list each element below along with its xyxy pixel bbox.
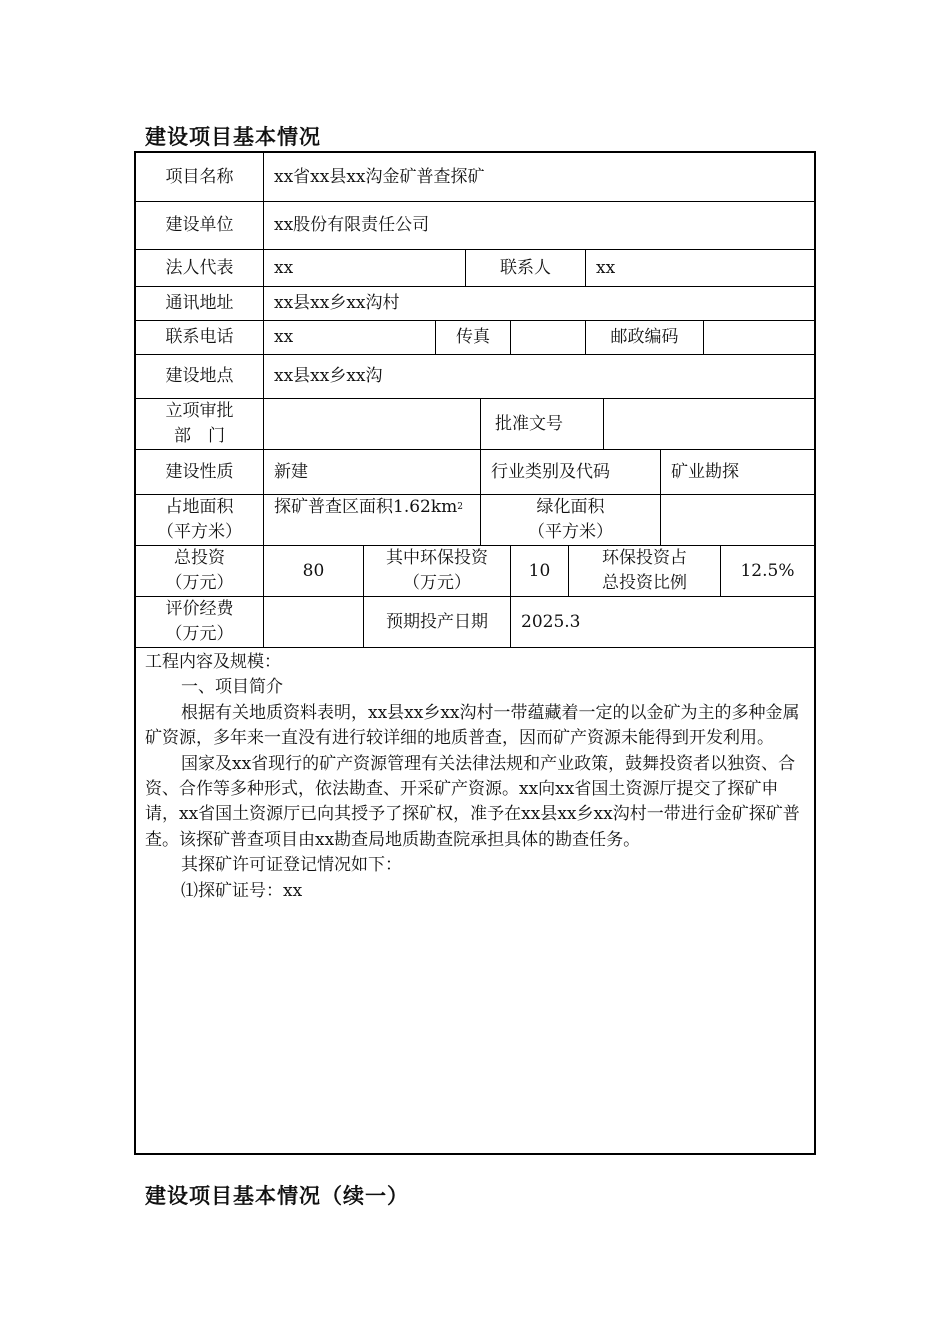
area-label [136,495,263,545]
ratio-value: 12.5% [740,560,795,581]
address-label: 通讯地址 [165,293,234,313]
project-content [145,650,809,904]
address-value: xx县xx乡xx沟村 [274,293,400,313]
env-invest-label-line2: （万元） [403,573,471,593]
ratio-label-line2: 总投资比例 [602,573,687,593]
fee-label-line2: （万元） [165,624,234,644]
phone-label: 联系电话 [165,327,234,347]
green-value [661,495,814,545]
fax-value [511,321,585,354]
fee-label-line1: 评价经费 [165,599,234,619]
area-unit-superscript: 2 [457,502,464,512]
list-item: ⑴探矿证号：xx [181,880,303,901]
invest-label-line1: 总投资 [174,548,225,568]
green-label-line1: 绿化面积 [536,497,605,517]
content-heading: 工程内容及规模： [145,652,281,672]
contact-label: 联系人 [500,257,551,278]
production-date-label: 预期投产日期 [386,611,488,632]
unit-label: 建设单位 [165,215,234,235]
project-name-label: 项目名称 [165,166,234,187]
industry-value: 矿业勘探 [671,461,739,482]
unit-value: xx股份有限责任公司 [274,215,430,235]
approval-dept-value [264,399,480,449]
area-label-line2: （平方米） [157,522,242,542]
ratio-label-line1: 环保投资占 [602,548,687,568]
phone-value: xx [274,327,294,347]
area-value [264,495,480,520]
ratio-label [569,546,720,596]
legal-rep-label: 法人代表 [165,257,234,278]
nature-label: 建设性质 [165,461,234,482]
green-label-line2: （平方米） [528,522,613,542]
area-label-line1: 占地面积 [165,497,234,517]
invest-label-line2: （万元） [165,573,234,593]
postcode-label: 邮政编码 [610,327,679,347]
paragraph: 国家及xx省现行的矿产资源管理有关法律法规和产业政策，鼓舞投资者以独资、合资、合作等多种形式，依法勘查、开采矿产资源。xx向xx省国土资源厅提交了探矿申请，xx省国土资源厅已向其授予了探矿权，准予在xx县xx乡xx沟村一带进行金矿探矿普查。该探矿普查项目由xx勘查局地质勘查院承担具体的勘查任务。 [145,753,800,850]
row-divider [135,647,815,648]
env-invest-value: 10 [528,560,551,581]
area-value-text: 探矿普查区面积1.62km [274,497,458,517]
page-title: 建设项目基本情况 [145,124,321,149]
contact-value: xx [596,257,616,278]
production-date-value: 2025.3 [521,611,581,632]
approval-doc-label: 批准文号 [495,413,563,434]
legal-rep-value: xx [274,257,294,278]
project-name-value: xx省xx县xx沟金矿普查探矿 [274,166,485,187]
approval-doc-value [604,399,814,449]
env-invest-label-line1: 其中环保投资 [386,548,488,568]
site-label: 建设地点 [165,366,234,386]
fee-label [136,597,263,647]
industry-label: 行业类别及代码 [491,461,610,482]
approval-dept-label [136,399,263,449]
site-value: xx县xx乡xx沟 [274,366,383,386]
env-invest-label [364,546,510,596]
section-heading: 一、项目简介 [181,677,283,698]
approval-dept-label-line1: 立项审批 [165,401,234,421]
paragraph: 根据有关地质资料表明，xx县xx乡xx沟村一带蕴藏着一定的以金矿为主的多种金属矿资源，多年来一直没有进行较详细的地质普查，因而矿产资源未能得到开发利用。 [145,702,800,749]
invest-label [136,546,263,596]
green-label [481,495,660,545]
nature-value: 新建 [274,461,308,482]
fee-value [264,597,363,647]
approval-dept-label-line2: 部 门 [174,426,225,446]
invest-value: 80 [302,560,325,581]
paragraph: 其探矿许可证登记情况如下： [181,855,402,876]
postcode-value [704,321,814,354]
continued-title: 建设项目基本情况（续一） [145,1183,409,1208]
fax-label: 传真 [456,327,490,347]
